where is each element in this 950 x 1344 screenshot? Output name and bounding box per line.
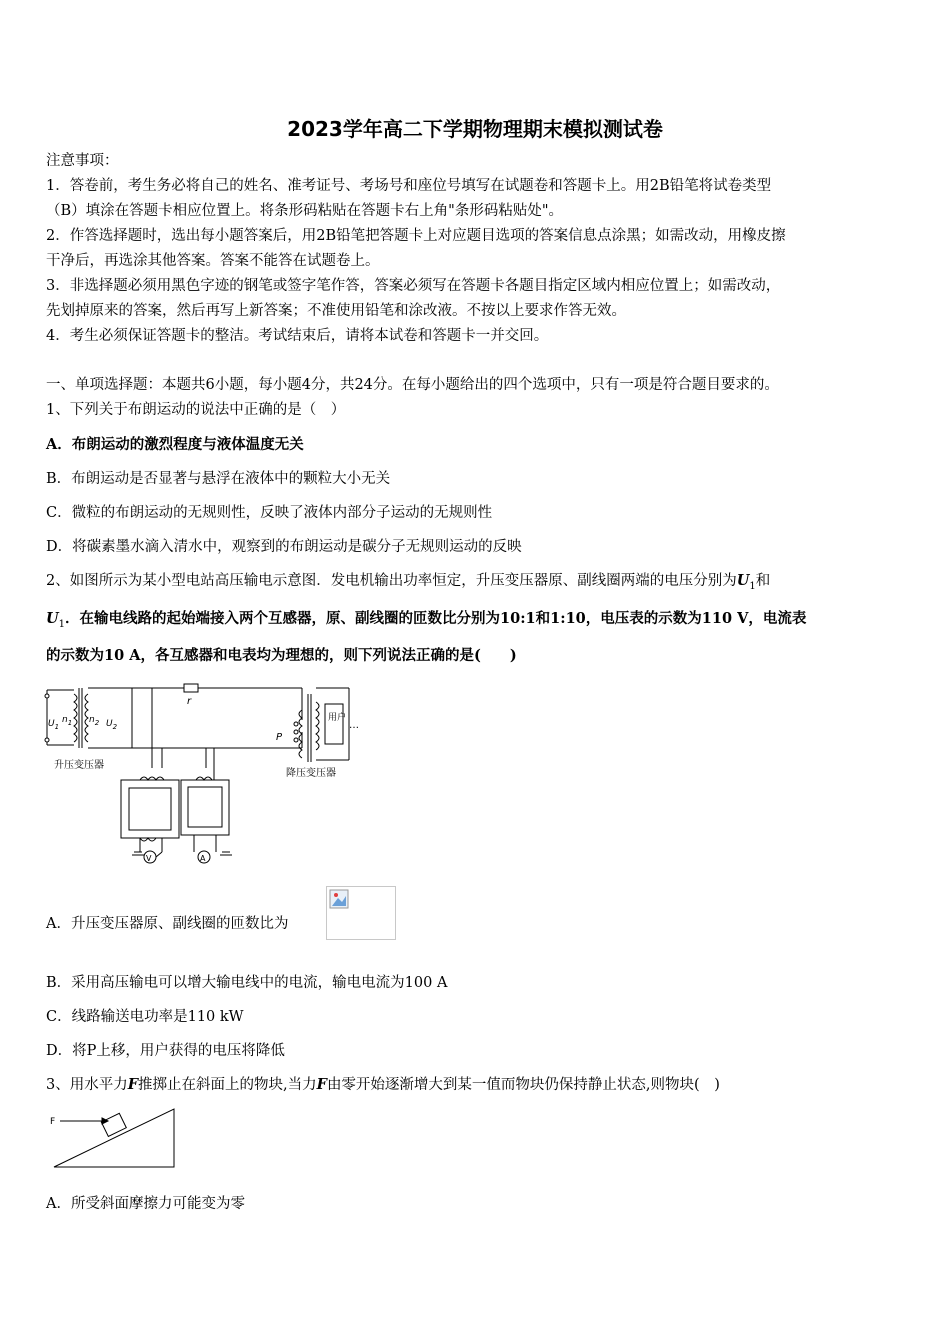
user-label: 用户: [328, 713, 347, 723]
incline-diagram: [48, 1105, 180, 1171]
dots-label: …: [349, 720, 359, 731]
q2-option-c: C．线路输送电功率是110 kW: [46, 1009, 244, 1025]
voltmeter-label: V: [146, 854, 152, 863]
notice-line: 1．答卷前，考生务必将自己的姓名、准考证号、考场号和座位号填写在试题卷和答题卡上。用2B铅笔将试卷类型: [46, 178, 772, 194]
resistor-label: r: [187, 696, 192, 707]
broken-image-placeholder: [326, 886, 396, 940]
tap-label: P: [276, 732, 283, 743]
q2-option-b: B．采用高压输电可以增大输电线中的电流，输电电流为100 A: [46, 975, 448, 991]
q3-option-a: A．所受斜面摩擦力可能变为零: [46, 1196, 245, 1212]
notice-line: （B）填涂在答题卡相应位置上。将条形码粘贴在答题卡右上角"条形码粘贴处"。: [46, 203, 563, 219]
u2-label: $U_2$: [106, 719, 118, 731]
broken-image-icon: [329, 889, 351, 911]
section-heading: 一、单项选择题：本题共6小题，每小题4分，共24分。在每小题给出的四个选项中，只有一项是符合题目要求的。: [46, 377, 779, 393]
q2-stem-3: 的示数为10 A，各互感器和电表均为理想的，则下列说法正确的是( ): [46, 647, 517, 664]
notice-line: 3．非选择题必须用黑色字迹的钢笔或签字笔作答，答案必须写在答题卡各题目指定区域内相应位置上；如需改动，: [46, 278, 781, 294]
q2-stem-2: $U_1$．在输电线路的起始端接入两个互感器，原、副线圈的匝数比分别为10:1和1:10，电压表的示数为110 V，电流表: [46, 610, 807, 630]
force-label: F: [50, 1117, 56, 1127]
q2-option-a: A．升压变压器原、副线圈的匝数比为: [46, 916, 289, 932]
n2-label: $n_2$: [89, 715, 100, 727]
q1-option-c: C．微粒的布朗运动的无规则性，反映了液体内部分子运动的无规则性: [46, 505, 493, 521]
page-title: 2023学年高二下学期物理期末模拟测试卷: [287, 117, 663, 141]
notice-line: 干净后，再选涂其他答案。答案不能答在试题卷上。: [46, 253, 380, 269]
u1-label: $U_1$: [48, 719, 60, 731]
notice-line: 2．作答选择题时，选出每小题答案后，用2B铅笔把答题卡上对应题目选项的答案信息点涂黑；如需改动，用橡皮擦: [46, 228, 786, 244]
notice-line: 4．考生必须保证答题卡的整洁。考试结束后，请将本试卷和答题卡一并交回。: [46, 328, 549, 344]
q2-option-d: D．将P上移，用户获得的电压将降低: [46, 1043, 285, 1059]
q1-option-b: B．布朗运动是否显著与悬浮在液体中的颗粒大小无关: [46, 471, 391, 487]
notice-heading: 注意事项：: [46, 153, 119, 169]
q1-option-a: A．布朗运动的激烈程度与液体温度无关: [46, 436, 304, 453]
n1-label: $n_1$: [62, 715, 73, 727]
q3-stem: 3、用水平力F推掷止在斜面上的物块,当力F由零开始逐渐增大到某一值而物块仍保持静止状态,则物块( ): [46, 1076, 720, 1093]
transmission-circuit-diagram: [44, 680, 384, 870]
notice-line: 先划掉原来的答案，然后再写上新答案；不准使用铅笔和涂改液。不按以上要求作答无效。: [46, 303, 626, 319]
q1-option-d: D．将碳素墨水滴入清水中，观察到的布朗运动是碳分子无规则运动的反映: [46, 539, 522, 555]
step-down-label: 降压变压器: [286, 768, 336, 779]
ammeter-label: A: [200, 854, 206, 863]
q2-stem-1: 2、如图所示为某小型电站高压输电示意图．发电机输出功率恒定，升压变压器原、副线圈两端的电压分别为$U_1$和: [46, 572, 771, 592]
q1-stem: 1、下列关于布朗运动的说法中正确的是（ ）: [46, 402, 346, 418]
step-up-label: 升压变压器: [54, 760, 104, 771]
